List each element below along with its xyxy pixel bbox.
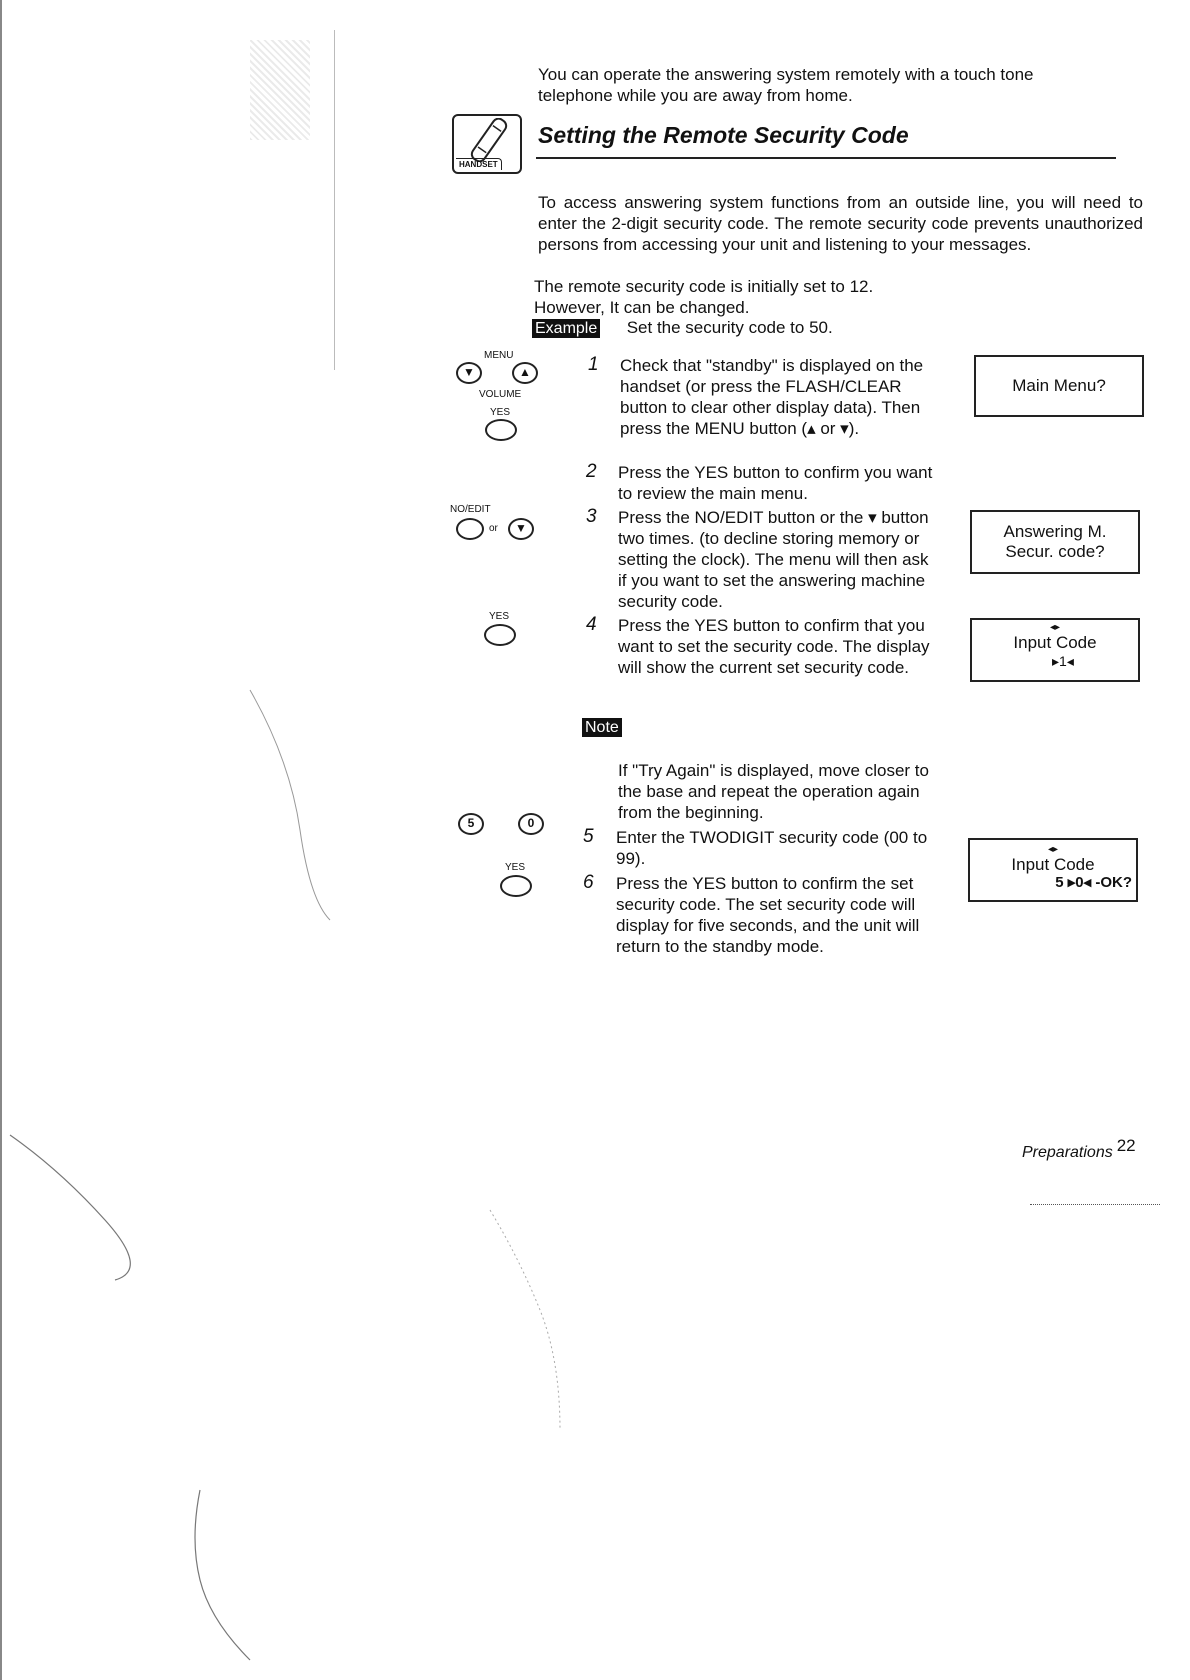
- display-security-line-2: Secur. code?: [1005, 542, 1105, 561]
- body-paragraph: To access answering system functions from an outside line, you will need to enter the 2-digit security code. The remote security code prevents unauthorized persons from accessing your unit and listening to your messages.: [538, 193, 1143, 254]
- note-text: If "Try Again" is displayed, move closer to the base and repeat the operation again from the beginning.: [618, 761, 929, 822]
- step-number-6: 6: [583, 872, 594, 893]
- display-input-value-2: 5 ▸0◂ -OK?: [1055, 874, 1132, 891]
- down-arrow-button[interactable]: ▼: [508, 518, 534, 540]
- example-text: Set the security code to 50.: [626, 318, 833, 337]
- step-text-2: Press the YES button to confirm you want to review the main menu.: [618, 463, 933, 503]
- step-text-6: Press the YES button to confirm the set security code. The set security code will display for five seconds, and the unit will return to the standby mode.: [616, 874, 920, 956]
- body-changed-line: However, It can be changed.: [534, 298, 750, 317]
- display-main-menu-text: Main Menu?: [1012, 376, 1106, 395]
- step-text-5: Enter the TWODIGIT security code (00 to 99).: [616, 828, 928, 868]
- menu-label: MENU: [484, 350, 514, 361]
- page-number: 22: [1116, 1136, 1136, 1155]
- intro-line-1: You can operate the answering system remotely with a touch tone: [538, 65, 1034, 84]
- menu-up-button[interactable]: ▲: [512, 362, 538, 384]
- step-text-3: Press the NO/EDIT button or the ▾ button two times. (to decline storing memory or setting the clock). The menu will then ask if you want to set the answering machine security code.: [618, 508, 929, 611]
- menu-down-button[interactable]: ▼: [456, 362, 482, 384]
- step-text-1: Check that "standby" is displayed on the handset (or press the FLASH/CLEAR button to clear other display data). Then press the MENU button (▴ or ▾).: [620, 356, 924, 438]
- display-security-line-1: Answering M.: [1003, 522, 1107, 541]
- intro-line-2: telephone while you are away from home.: [538, 86, 853, 105]
- display-input-line-1: Input Code: [1013, 633, 1097, 652]
- step-number-1: 1: [588, 354, 599, 375]
- yes-label-1: YES: [490, 407, 511, 418]
- section-title: Setting the Remote Security Code: [538, 122, 909, 148]
- or-label: or: [489, 523, 498, 534]
- yes-label-2: YES: [489, 611, 510, 622]
- body-initial-line: The remote security code is initially set to 12.: [534, 277, 874, 296]
- step-text-4: Press the YES button to confirm that you want to set the security code. The display will show the current set security code.: [618, 616, 930, 677]
- example-tag: Example: [532, 319, 600, 338]
- volume-label: VOLUME: [479, 389, 522, 400]
- step-number-4: 4: [586, 614, 597, 635]
- noedit-label: NO/EDIT: [450, 504, 491, 515]
- footer-section: Preparations: [1022, 1144, 1113, 1161]
- display-input-line-2: Input Code: [1011, 855, 1095, 874]
- note-tag: Note: [582, 718, 622, 737]
- digit-5-button[interactable]: 5: [458, 813, 484, 835]
- yes-label-3: YES: [505, 862, 526, 873]
- display-arrows-1: ◂▸: [1049, 622, 1061, 633]
- step-number-3: 3: [586, 506, 597, 527]
- handset-label: HANDSET: [456, 158, 502, 170]
- display-arrows-2: ◂▸: [1047, 844, 1059, 855]
- step-number-2: 2: [586, 461, 597, 482]
- digit-0-button[interactable]: 0: [518, 813, 544, 835]
- display-input-value-1: ▸1◂: [1052, 653, 1074, 669]
- step-number-5: 5: [583, 826, 594, 847]
